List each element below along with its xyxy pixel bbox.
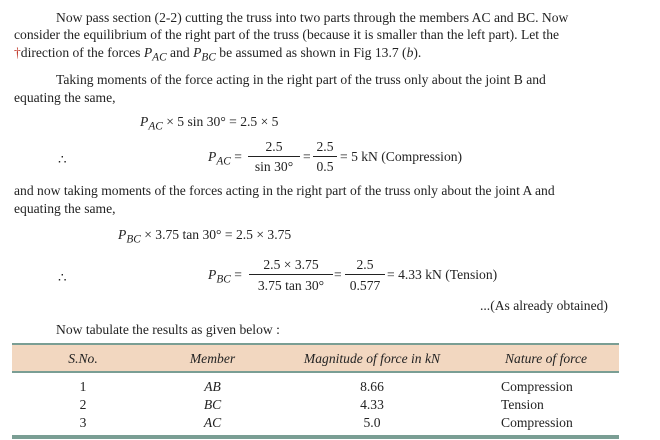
cell-member xyxy=(154,395,271,413)
symbol-p: P xyxy=(208,267,217,282)
paragraph-text: equating the same, xyxy=(14,90,116,105)
equation-4-lhs xyxy=(208,266,242,289)
paragraph-text: equating the same, xyxy=(14,201,116,216)
paragraph-text: Taking moments of the force acting in the right part of the truss only about the joint B and xyxy=(56,72,546,87)
header-sno: S.No. xyxy=(12,344,154,372)
member-label: AB xyxy=(204,378,221,394)
cell-magnitude: 5.0 xyxy=(363,414,381,430)
fraction-bar xyxy=(345,274,385,275)
subscript-bc: BC xyxy=(201,51,216,64)
paragraph-text: direction of the forces xyxy=(20,45,144,60)
paragraph-line xyxy=(14,89,646,106)
paragraph-line xyxy=(14,26,646,43)
header-nature: Nature of force xyxy=(473,344,619,372)
fraction-denominator: sin 30° xyxy=(254,159,294,174)
paragraph-text: and xyxy=(166,45,194,60)
cell-member xyxy=(154,372,271,395)
cell-nature: Compression xyxy=(501,378,573,394)
fraction-bar xyxy=(313,156,337,157)
header-magnitude: Magnitude of force in kN xyxy=(271,344,473,372)
subscript-bc: BC xyxy=(216,273,231,286)
symbol-p: P xyxy=(208,149,217,164)
table-row xyxy=(12,395,619,413)
subscript-ac: AC xyxy=(148,120,163,133)
symbol-p: P xyxy=(118,227,127,242)
fraction-denominator: 3.75 tan 30° xyxy=(257,278,325,293)
tabulate-intro: Now tabulate the results as given below : xyxy=(56,322,280,337)
cell-sno: 2 xyxy=(79,396,87,412)
subscript-bc: BC xyxy=(126,233,141,246)
cell-magnitude: 4.33 xyxy=(360,396,384,412)
paragraph-line: Now pass section (2-2) cutting the truss into two parts through the members AC and BC. Now xyxy=(56,10,569,25)
member-label: BC xyxy=(203,396,222,412)
subscript-ac: AC xyxy=(152,51,167,64)
table-row xyxy=(12,372,619,395)
figure-ref: b xyxy=(406,45,414,60)
subscript-ac: AC xyxy=(216,155,231,168)
cell-magnitude: 8.66 xyxy=(360,378,384,394)
paragraph-moments-a xyxy=(14,182,646,199)
equation-1 xyxy=(140,113,278,136)
symbol-p: P xyxy=(193,45,202,60)
table-header-row xyxy=(12,344,619,372)
equals-sign: = xyxy=(334,267,342,282)
table-bottom-rule xyxy=(12,435,619,439)
cell-nature: Tension xyxy=(501,396,544,412)
fraction-bar xyxy=(248,156,300,157)
fraction-numerator: 2.5 × 3.75 xyxy=(263,257,319,272)
cell-member xyxy=(154,413,271,431)
equals-sign: = xyxy=(303,149,311,164)
fraction-numerator: 2.5 xyxy=(356,257,374,272)
fraction-bar xyxy=(249,274,333,275)
equation-2-lhs xyxy=(208,148,242,171)
therefore-symbol: ∴ xyxy=(58,152,67,167)
header-member: Member xyxy=(154,344,271,372)
equation-rhs: × 5 sin 30° = 2.5 × 5 xyxy=(166,114,279,129)
equals-sign: = xyxy=(234,149,242,164)
cell-sno: 3 xyxy=(79,414,87,430)
fraction-numerator: 2.5 xyxy=(265,139,283,154)
paragraph-line-forces xyxy=(14,44,646,67)
results-table xyxy=(12,343,619,431)
paragraph-text: be assumed as shown in Fig 13.7 ( xyxy=(215,45,407,60)
member-label: AC xyxy=(203,414,222,430)
equation-2-result: = 5 kN (Compression) xyxy=(340,149,463,164)
paragraph-text: and now taking moments of the forces acting in the right part of the truss only about the joint A and xyxy=(14,183,555,198)
footnote-dagger[interactable]: † xyxy=(14,45,21,60)
fraction-denominator: 0.577 xyxy=(349,278,381,293)
table-row xyxy=(12,413,619,431)
as-already-obtained-note: ...(As already obtained) xyxy=(480,298,608,313)
equals-sign: = xyxy=(234,267,242,282)
therefore-symbol: ∴ xyxy=(58,270,67,285)
symbol-p: P xyxy=(140,114,149,129)
paragraph-line xyxy=(14,200,646,217)
paragraph-moments-b xyxy=(14,71,646,88)
fraction-numerator: 2.5 xyxy=(316,139,334,154)
equation-4-result: = 4.33 kN (Tension) xyxy=(387,267,498,282)
symbol-p: P xyxy=(143,45,153,60)
equation-3 xyxy=(118,226,291,249)
cell-nature: Compression xyxy=(501,414,573,430)
paragraph-text: consider the equilibrium of the right part of the truss (because it is smaller than the left part). Let the xyxy=(14,27,560,42)
paragraph-text: ). xyxy=(413,45,422,60)
cell-sno: 1 xyxy=(79,378,87,394)
paragraph-section-cut xyxy=(14,9,646,26)
fraction-denominator: 0.5 xyxy=(316,159,334,174)
equation-rhs: × 3.75 tan 30° = 2.5 × 3.75 xyxy=(144,227,292,242)
